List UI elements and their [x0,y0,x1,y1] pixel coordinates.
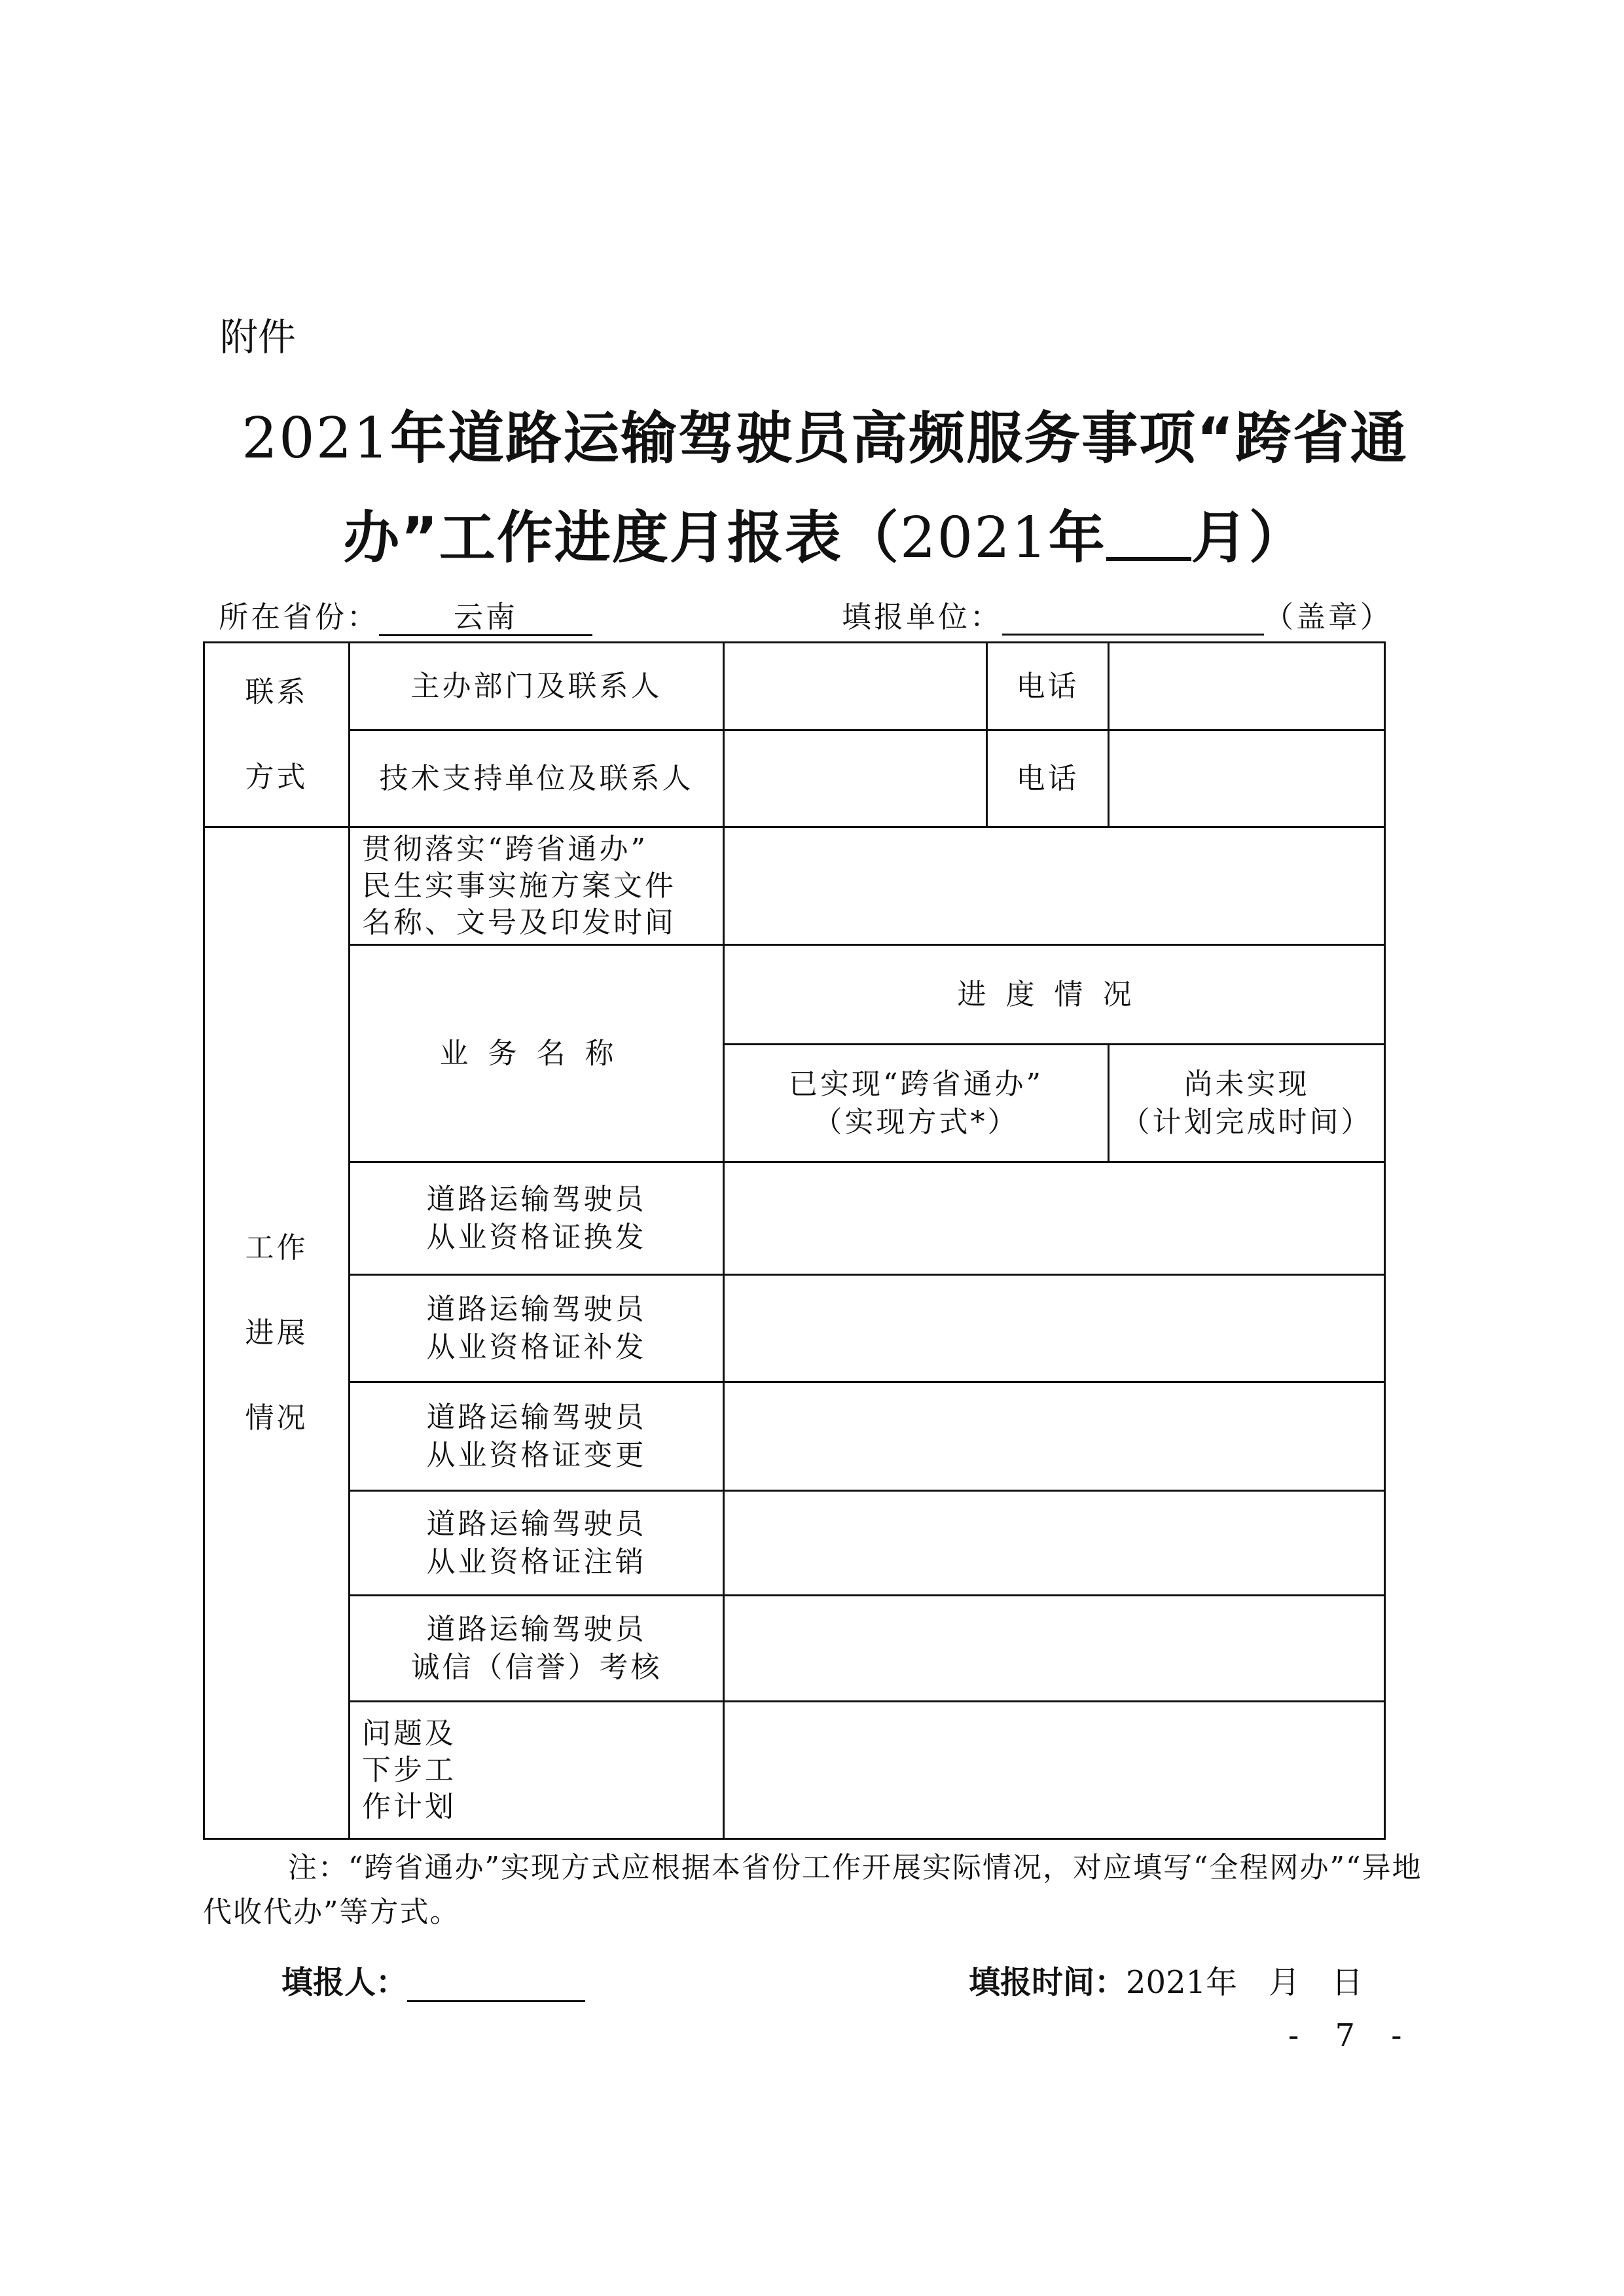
table-row [204,643,1385,730]
issues-label-line3: 作计划 [362,1789,456,1823]
done-header-line2: （实现方式*） [813,1105,1019,1139]
pending-header [1109,1045,1385,1162]
table-row [204,945,1385,1045]
tech-support-person-cell[interactable] [724,730,987,827]
title-line2-text: 办”工作进度月报表（ [343,505,900,571]
table-row [204,1596,1385,1702]
business-name-line2: 诚信（信誉）考核 [410,1650,662,1684]
seal-label: （盖章） [1264,600,1393,634]
work-group-label-2: 进展 [245,1316,308,1350]
phone-label: 电话 [987,730,1109,827]
contact-group-cell [204,643,350,827]
province-value[interactable]: 云南 [379,600,592,636]
table-row [204,1162,1385,1275]
plan-document-label [350,827,724,945]
progress-report-table [203,641,1386,1840]
plan-document-label-line2: 民生实事实施方案文件 [362,869,676,903]
business-name-cell [350,1491,724,1596]
filler-field [281,1957,585,2002]
tech-support-label: 技术支持单位及联系人 [350,730,724,827]
business-name-line1: 道路运输驾驶员 [426,1400,647,1434]
done-header [724,1045,1109,1162]
table-row [204,1491,1385,1596]
title-year-2: 2021 [899,505,1049,571]
table-row [204,1702,1385,1839]
business-name-cell [350,1382,724,1491]
business-progress-cell[interactable] [724,1596,1385,1702]
host-department-person-cell[interactable] [724,643,987,730]
business-name-cell [350,1275,724,1382]
title-line1-text: 年道路运输驾驶员高频服务事项“跨省通 [390,406,1408,471]
unit-label: 填报单位： [842,600,1003,634]
done-header-line1: 已实现“跨省通办” [789,1067,1043,1101]
contact-group-label-2: 方式 [245,760,308,794]
issues-label-line2: 下步工 [362,1753,456,1787]
contact-group-label-1: 联系 [245,675,308,709]
filler-label: 填报人： [281,1964,408,2001]
page-number: - 7 - [1288,2017,1415,2054]
pending-header-line2: （计划完成时间） [1121,1105,1373,1139]
month-blank-field[interactable] [1106,511,1191,561]
province-field [219,593,592,636]
issues-label [350,1702,724,1839]
fill-time-value: 2021年 月 日 [1126,1964,1363,2001]
tech-support-phone-cell[interactable] [1109,730,1385,827]
unit-value[interactable] [1002,600,1264,636]
business-name-cell [350,1162,724,1275]
plan-document-label-line1: 贯彻落实“跨省通办” [362,832,648,866]
business-name-line2: 从业资格证补发 [426,1330,647,1364]
host-department-phone-cell[interactable] [1109,643,1385,730]
business-name-line1: 道路运输驾驶员 [426,1507,647,1541]
filler-blank[interactable] [407,1965,585,2002]
unit-field [842,593,1392,636]
business-name-line2: 从业资格证换发 [426,1220,647,1254]
table-row [204,1382,1385,1491]
issues-value-cell[interactable] [724,1702,1385,1839]
business-name-line2: 从业资格证注销 [426,1545,647,1579]
fill-time-label: 填报时间： [969,1964,1127,2001]
title-year-suffix: 年 [1048,505,1106,571]
title-year: 2021 [242,406,391,471]
table-row [204,730,1385,827]
province-label: 所在省份： [219,600,380,634]
business-progress-cell[interactable] [724,1162,1385,1275]
business-progress-cell[interactable] [724,1275,1385,1382]
business-name-header: 业务名称 [350,945,724,1162]
plan-document-value-cell[interactable] [724,827,1385,945]
fill-time-field [969,1957,1363,2002]
plan-document-label-line3: 名称、文号及印发时间 [362,905,676,939]
attachment-label: 附件 [220,315,297,359]
work-group-label-3: 情况 [245,1401,308,1435]
business-name-line1: 道路运输驾驶员 [426,1182,647,1216]
business-name-line1: 道路运输驾驶员 [426,1612,647,1646]
host-department-label: 主办部门及联系人 [350,643,724,730]
business-name-cell [350,1596,724,1702]
progress-header: 进度情况 [724,945,1385,1045]
form-title-line1 [196,393,1453,474]
form-title-line2 [196,492,1453,573]
business-name-line1: 道路运输驾驶员 [426,1292,647,1326]
pending-header-line1: 尚未实现 [1183,1067,1310,1101]
business-name-line2: 从业资格证变更 [426,1438,647,1472]
work-group-cell [204,827,350,1839]
table-row [204,1275,1385,1382]
phone-label: 电话 [987,643,1109,730]
work-group-label-1: 工作 [245,1230,308,1265]
title-month-suffix: 月） [1191,505,1307,571]
issues-label-line1: 问题及 [362,1716,456,1750]
business-progress-cell[interactable] [724,1382,1385,1491]
business-progress-cell[interactable] [724,1491,1385,1596]
footnote: 注：“跨省通办”实现方式应根据本省份工作开展实际情况，对应填写“全程网办”“异地代收代办”等方式。 [203,1851,1422,1929]
table-row [204,827,1385,945]
